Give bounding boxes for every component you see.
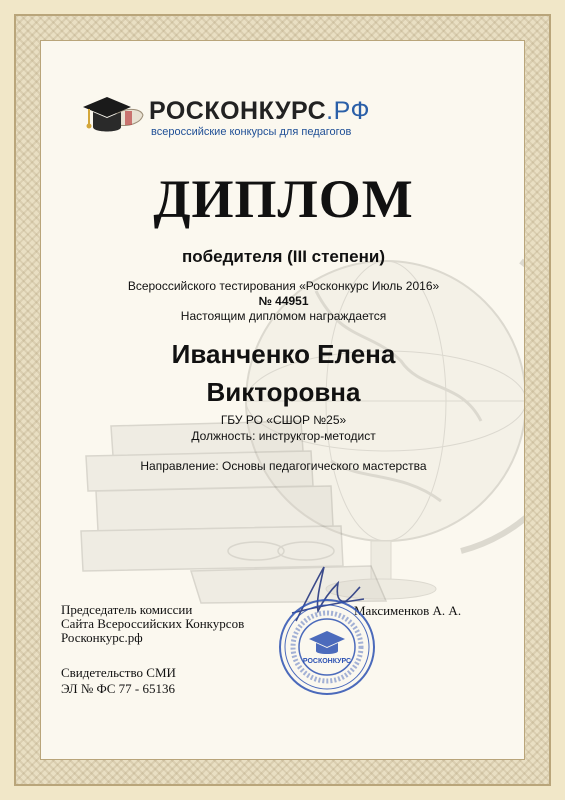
logo-tagline: всероссийские конкурсы для педагогов — [151, 126, 352, 138]
organization: ГБУ РО «СШОР №25» — [220, 413, 347, 427]
commission-chair-block — [61, 603, 244, 645]
diploma-title: ДИПЛОМ — [153, 169, 414, 229]
smi-line-2: ЭЛ № ФС 77 - 65136 — [61, 681, 176, 696]
roskonkurs-stamp — [277, 597, 377, 697]
smi-line-1: Свидетельство СМИ — [61, 665, 176, 680]
graduation-cap-icon — [81, 93, 147, 143]
event-line: Всероссийского тестирования «Росконкурс Июль 2016» — [127, 279, 440, 293]
media-registration — [61, 665, 176, 697]
recipient-name-line1: Иванченко Елена — [171, 339, 396, 369]
stamp-text: РОСКОНКУРС — [302, 658, 352, 665]
diploma-number: № 44951 — [258, 294, 309, 308]
diploma-sheet — [40, 40, 525, 760]
recipient-name — [41, 335, 525, 411]
recipient-name-line2: Викторовна — [206, 377, 361, 407]
signer-name: Максименков А. А. — [354, 603, 462, 618]
position: Должность: инструктор-методист — [191, 429, 376, 443]
diploma-degree: победителя (III степени) — [182, 247, 385, 266]
chair-line-2: Сайта Всероссийских Конкурсов — [61, 616, 245, 631]
direction: Направление: Основы педагогического мастерства — [140, 459, 427, 473]
chair-line-1: Председатель комиссии — [61, 602, 193, 617]
logo-title: РОСКОНКУРС.РФ — [149, 97, 371, 125]
award-line: Настоящим дипломом награждается — [180, 309, 387, 323]
chair-line-3: Росконкурс.рф — [61, 630, 143, 645]
